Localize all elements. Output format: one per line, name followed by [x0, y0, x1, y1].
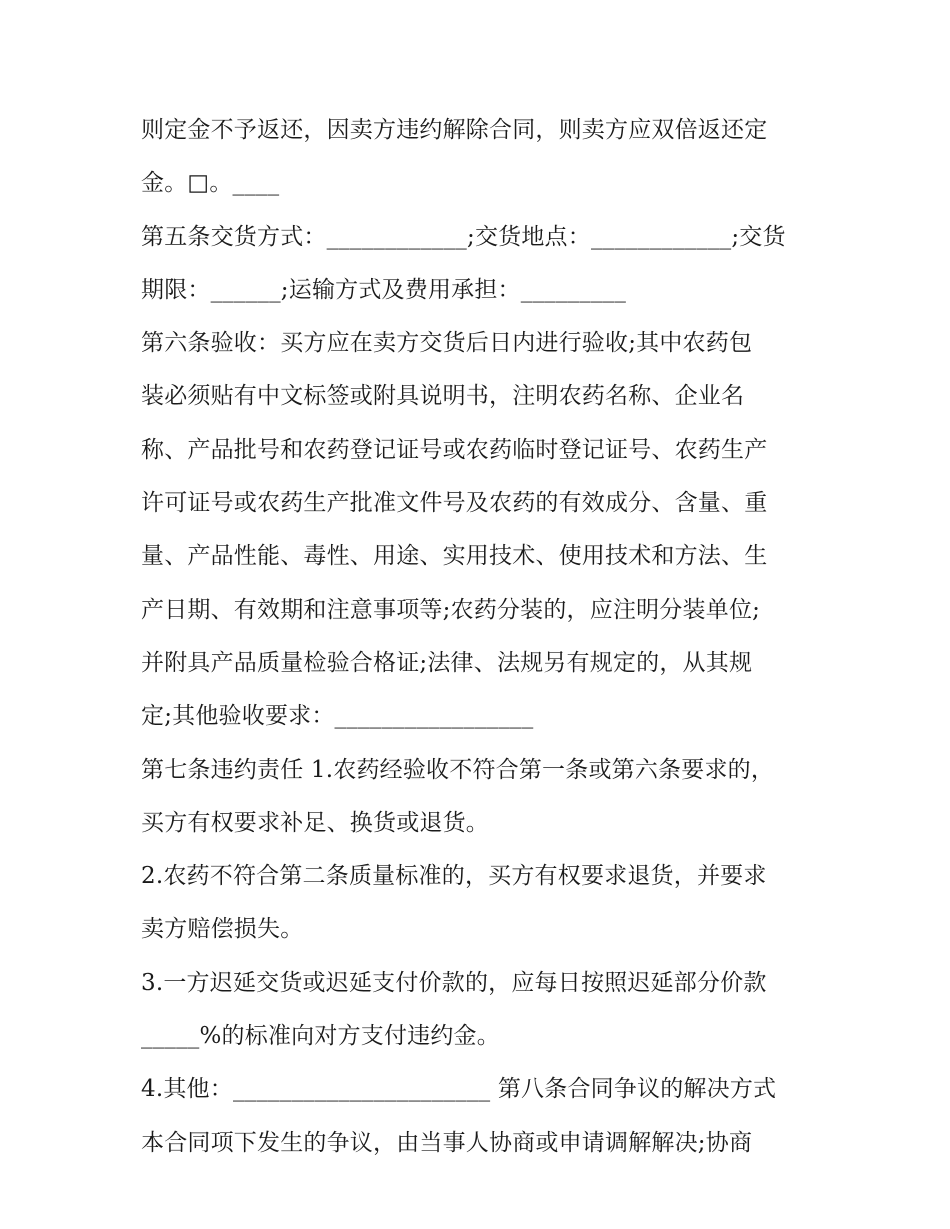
- text-line: 并附具产品质量检验合格证;法律、法规另有规定的，从其规: [141, 649, 753, 676]
- text-line: 金。□。____: [141, 170, 280, 197]
- text-line: 期限：______;运输方式及费用承担：_________: [141, 276, 627, 303]
- text-line: 量、产品性能、毒性、用途、实用技术、使用技术和方法、生: [141, 543, 768, 570]
- document-body: [141, 104, 821, 1170]
- text-line: 装必须贴有中文标签或附具说明书，注明农药名称、企业名: [141, 383, 745, 410]
- text-line: 称、产品批号和农药登记证号或农药临时登记证号、农药生产: [141, 436, 768, 463]
- text-line: 则定金不予返还，因卖方违约解除合同，则卖方应双倍返还定: [141, 117, 768, 143]
- text-line: 定;其他验收要求：_________________: [141, 703, 534, 730]
- text-line: 第六条验收：买方应在卖方交货后日内进行验收;其中农药包: [141, 330, 753, 357]
- text-line: 第七条违约责任 1.农药经验收不符合第一条或第六条要求的，: [141, 756, 775, 783]
- text-line: _____%的标准向对方支付违约金。: [141, 1023, 500, 1050]
- text-line: 本合同项下发生的争议，由当事人协商或申请调解解决;协商: [141, 1129, 753, 1156]
- text-line: 卖方赔偿损失。: [141, 916, 304, 943]
- text-line: 2.农药不符合第二条质量标准的，买方有权要求退货，并要求: [141, 863, 767, 890]
- text-line: 产日期、有效期和注意事项等;农药分装的，应注明分装单位;: [141, 596, 761, 623]
- text-line: 3.一方迟延交货或迟延支付价款的，应每日按照迟延部分价款: [141, 969, 767, 996]
- text-line: 第五条交货方式：____________;交货地点：____________;交货: [141, 223, 786, 250]
- text-line: 买方有权要求补足、换货或退货。: [141, 809, 489, 836]
- text-line: 许可证号或农药生产批准文件号及农药的有效成分、含量、重: [141, 490, 768, 517]
- text-line: 4.其他：______________________ 第八条合同争议的解决方式: [141, 1076, 777, 1103]
